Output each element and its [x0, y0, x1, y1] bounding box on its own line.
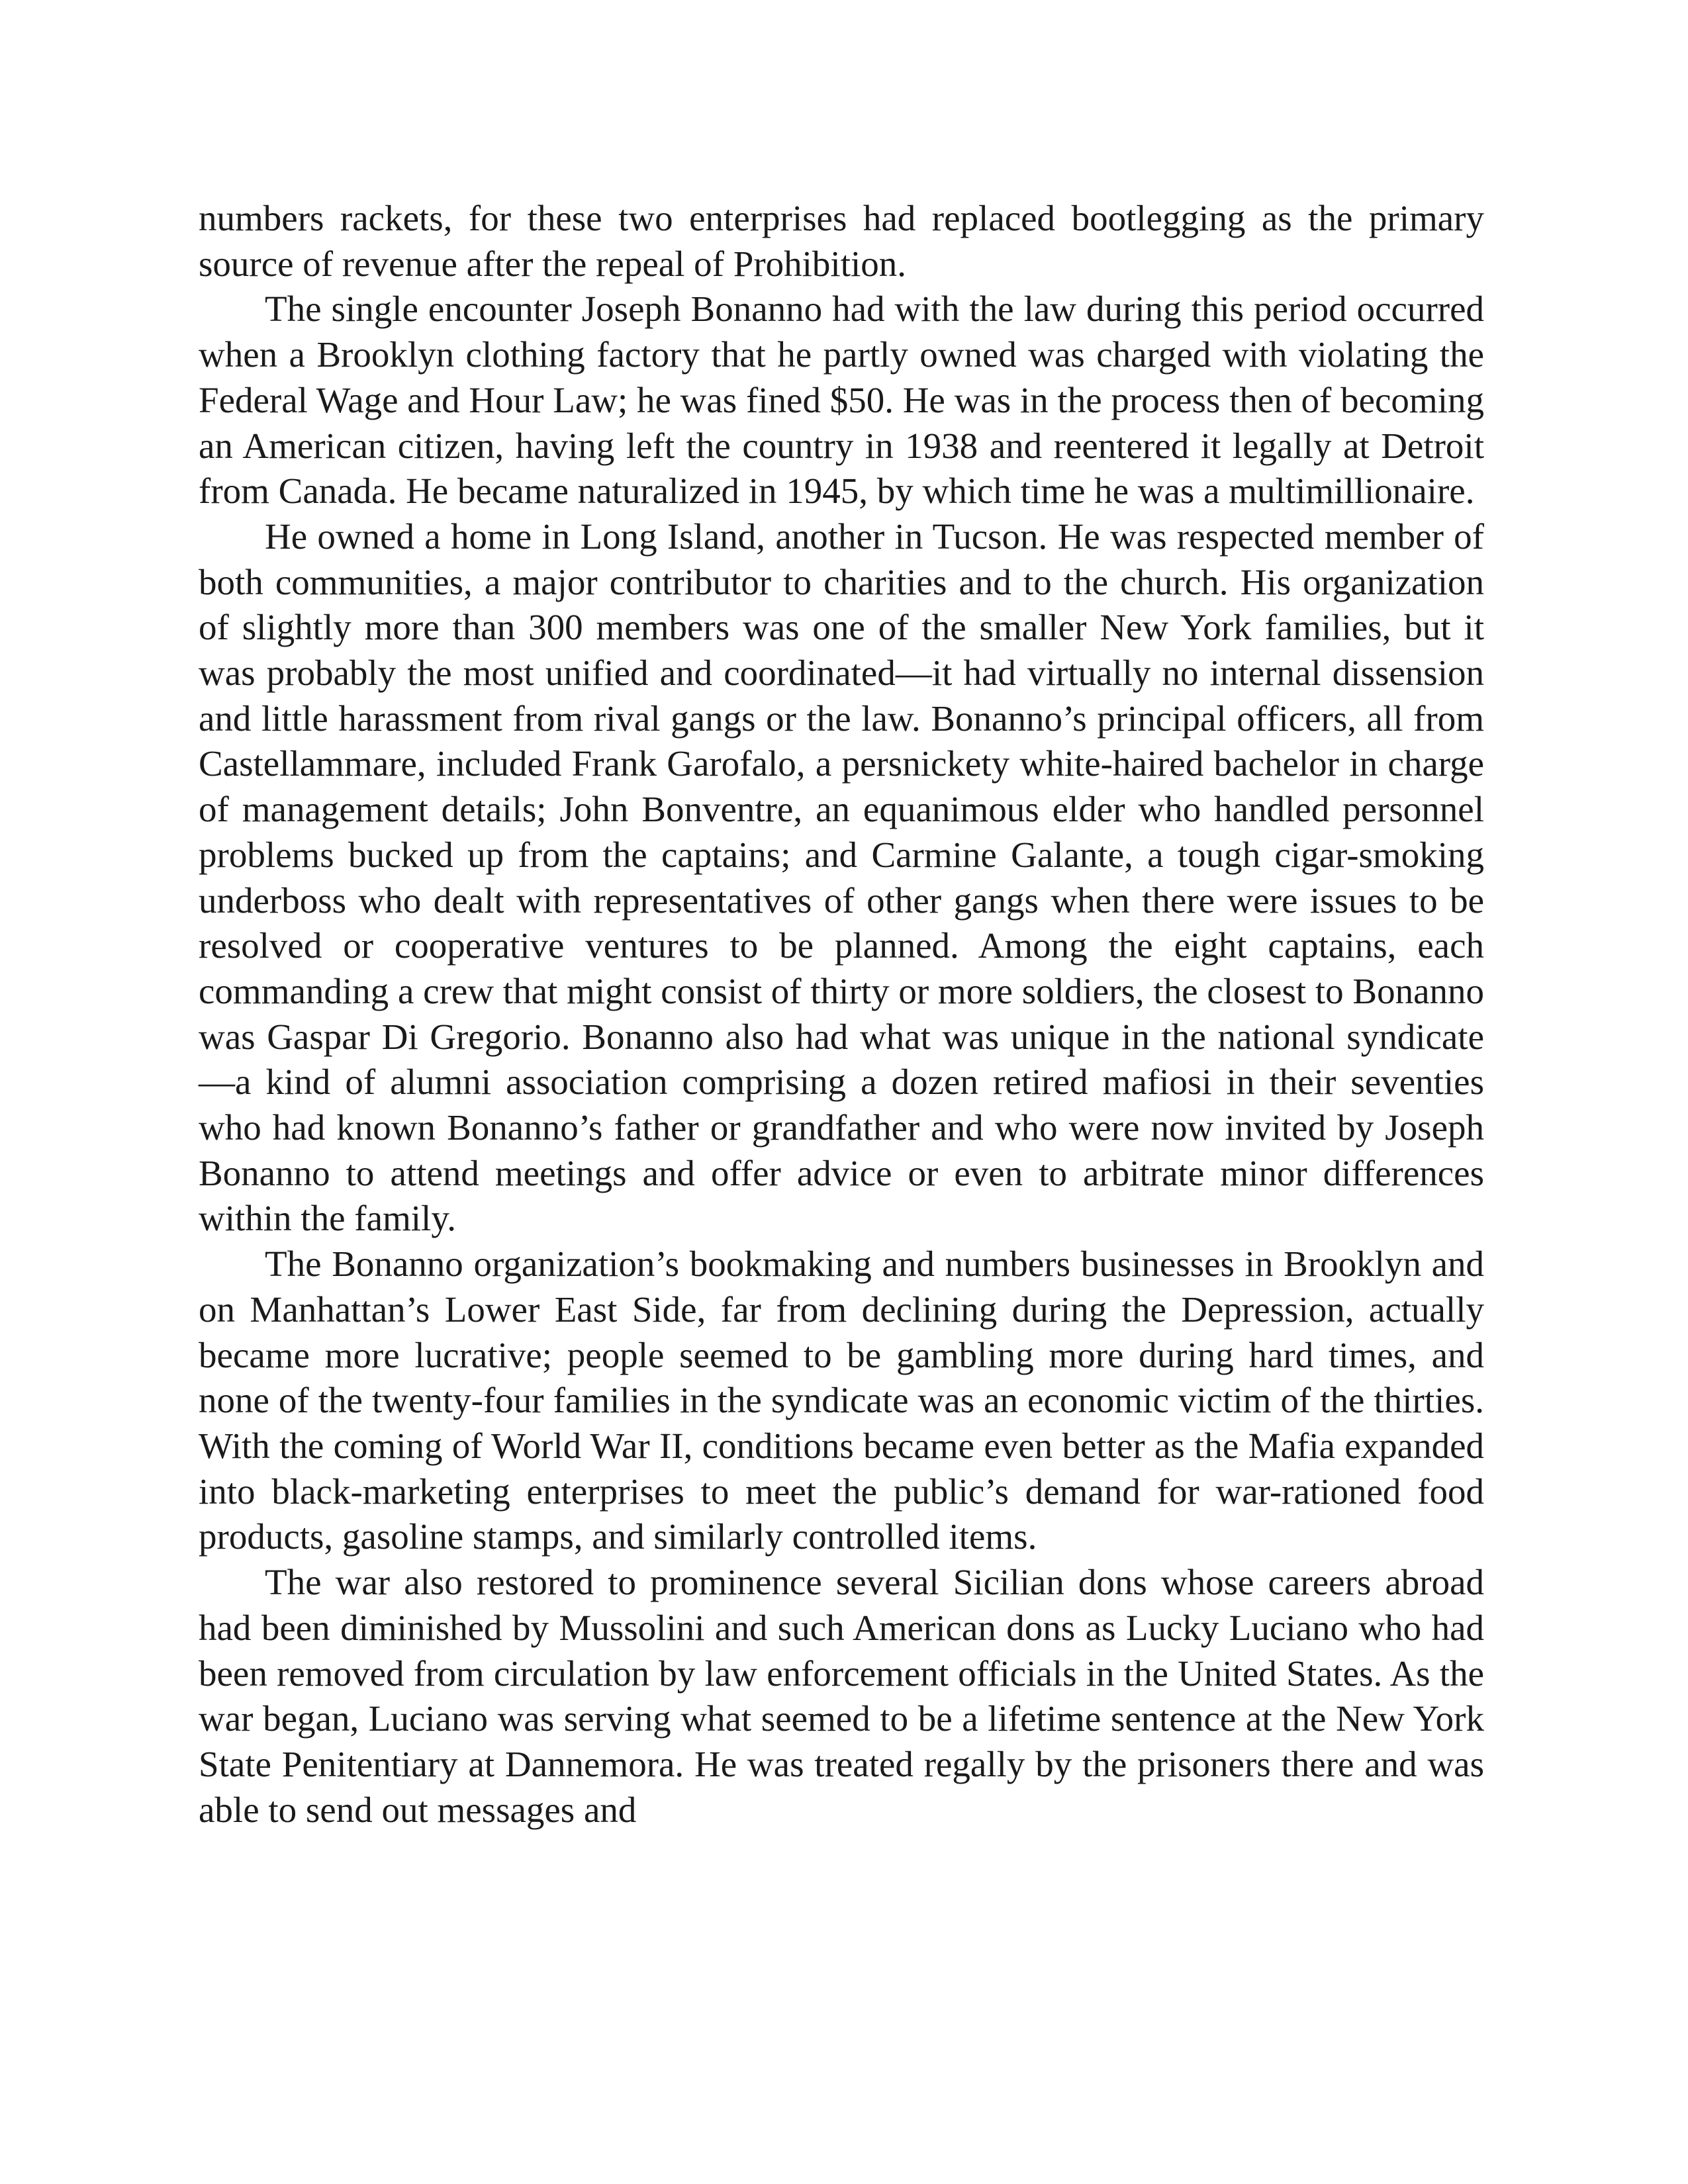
- document-page: [199, 196, 1484, 1833]
- paragraph-1: numbers rackets, for these two enterprises had replaced bootlegging as the primary source of revenue after the repeal of Prohibition.: [199, 198, 1484, 284]
- paragraph-5: The war also restored to prominence several Sicilian dons whose careers abroad had been diminished by Mussolini and such American dons as Lucky Luciano who had been removed from circulation by law enforcement officials in the United States. As the war began, Luciano was serving what seemed to be a lifetime sentence at the New York State Penitentiary at Dannemora. He was treated regally by the prisoners there and was able to send out messages and: [199, 1562, 1484, 1830]
- paragraph-4: The Bonanno organization’s bookmaking and numbers businesses in Brooklyn and on Manhattan’s Lower East Side, far from declining during the Depression, actually became more lucrative; people seemed to be gambling more during hard times, and none of the twenty-four families in the syndicate was an economic victim of the thirties. With the coming of World War II, conditions became even better as the Mafia expanded into black-marketing enterprises to meet the public’s demand for war-rationed food products, gasoline stamps, and similarly controlled items.: [199, 1244, 1484, 1557]
- paragraph-2: The single encounter Joseph Bonanno had with the law during this period occurred when a Brooklyn clothing factory that he partly owned was charged with violating the Federal Wage and Hour Law; he was fined $50. He was in the process then of becoming an American citizen, having left the country in 1938 and reentered it legally at Detroit from Canada. He became naturalized in 1945, by which time he was a multimillionaire.: [199, 289, 1484, 512]
- paragraph-3: He owned a home in Long Island, another in Tucson. He was respected member of both communities, a major contributor to charities and to the church. His organization of slightly more than 300 members was one of the smaller New York families, but it was probably the most unified and coordinated—it had virtually no internal dissension and little harassment from rival gangs or the law. Bonanno’s principal officers, all from Castellammare, included Frank Garofalo, a persnickety white-haired bachelor in charge of management details; John Bonventre, an equanimous elder who handled personnel problems bucked up from the captains; and Carmine Galante, a tough cigar-smoking underboss who dealt with representatives of other gangs when there were issues to be resolved or cooperative ventures to be planned. Among the eight captains, each commanding a crew that might consist of thirty or more soldiers, the closest to Bonanno was Gaspar Di Gregorio. Bonanno also had what was unique in the national syndicate—a kind of alumni association comprising a dozen retired mafiosi in their seventies who had known Bonanno’s father or grandfather and who were now invited by Joseph Bonanno to attend meetings and offer advice or even to arbitrate minor differences within the family.: [199, 516, 1484, 1239]
